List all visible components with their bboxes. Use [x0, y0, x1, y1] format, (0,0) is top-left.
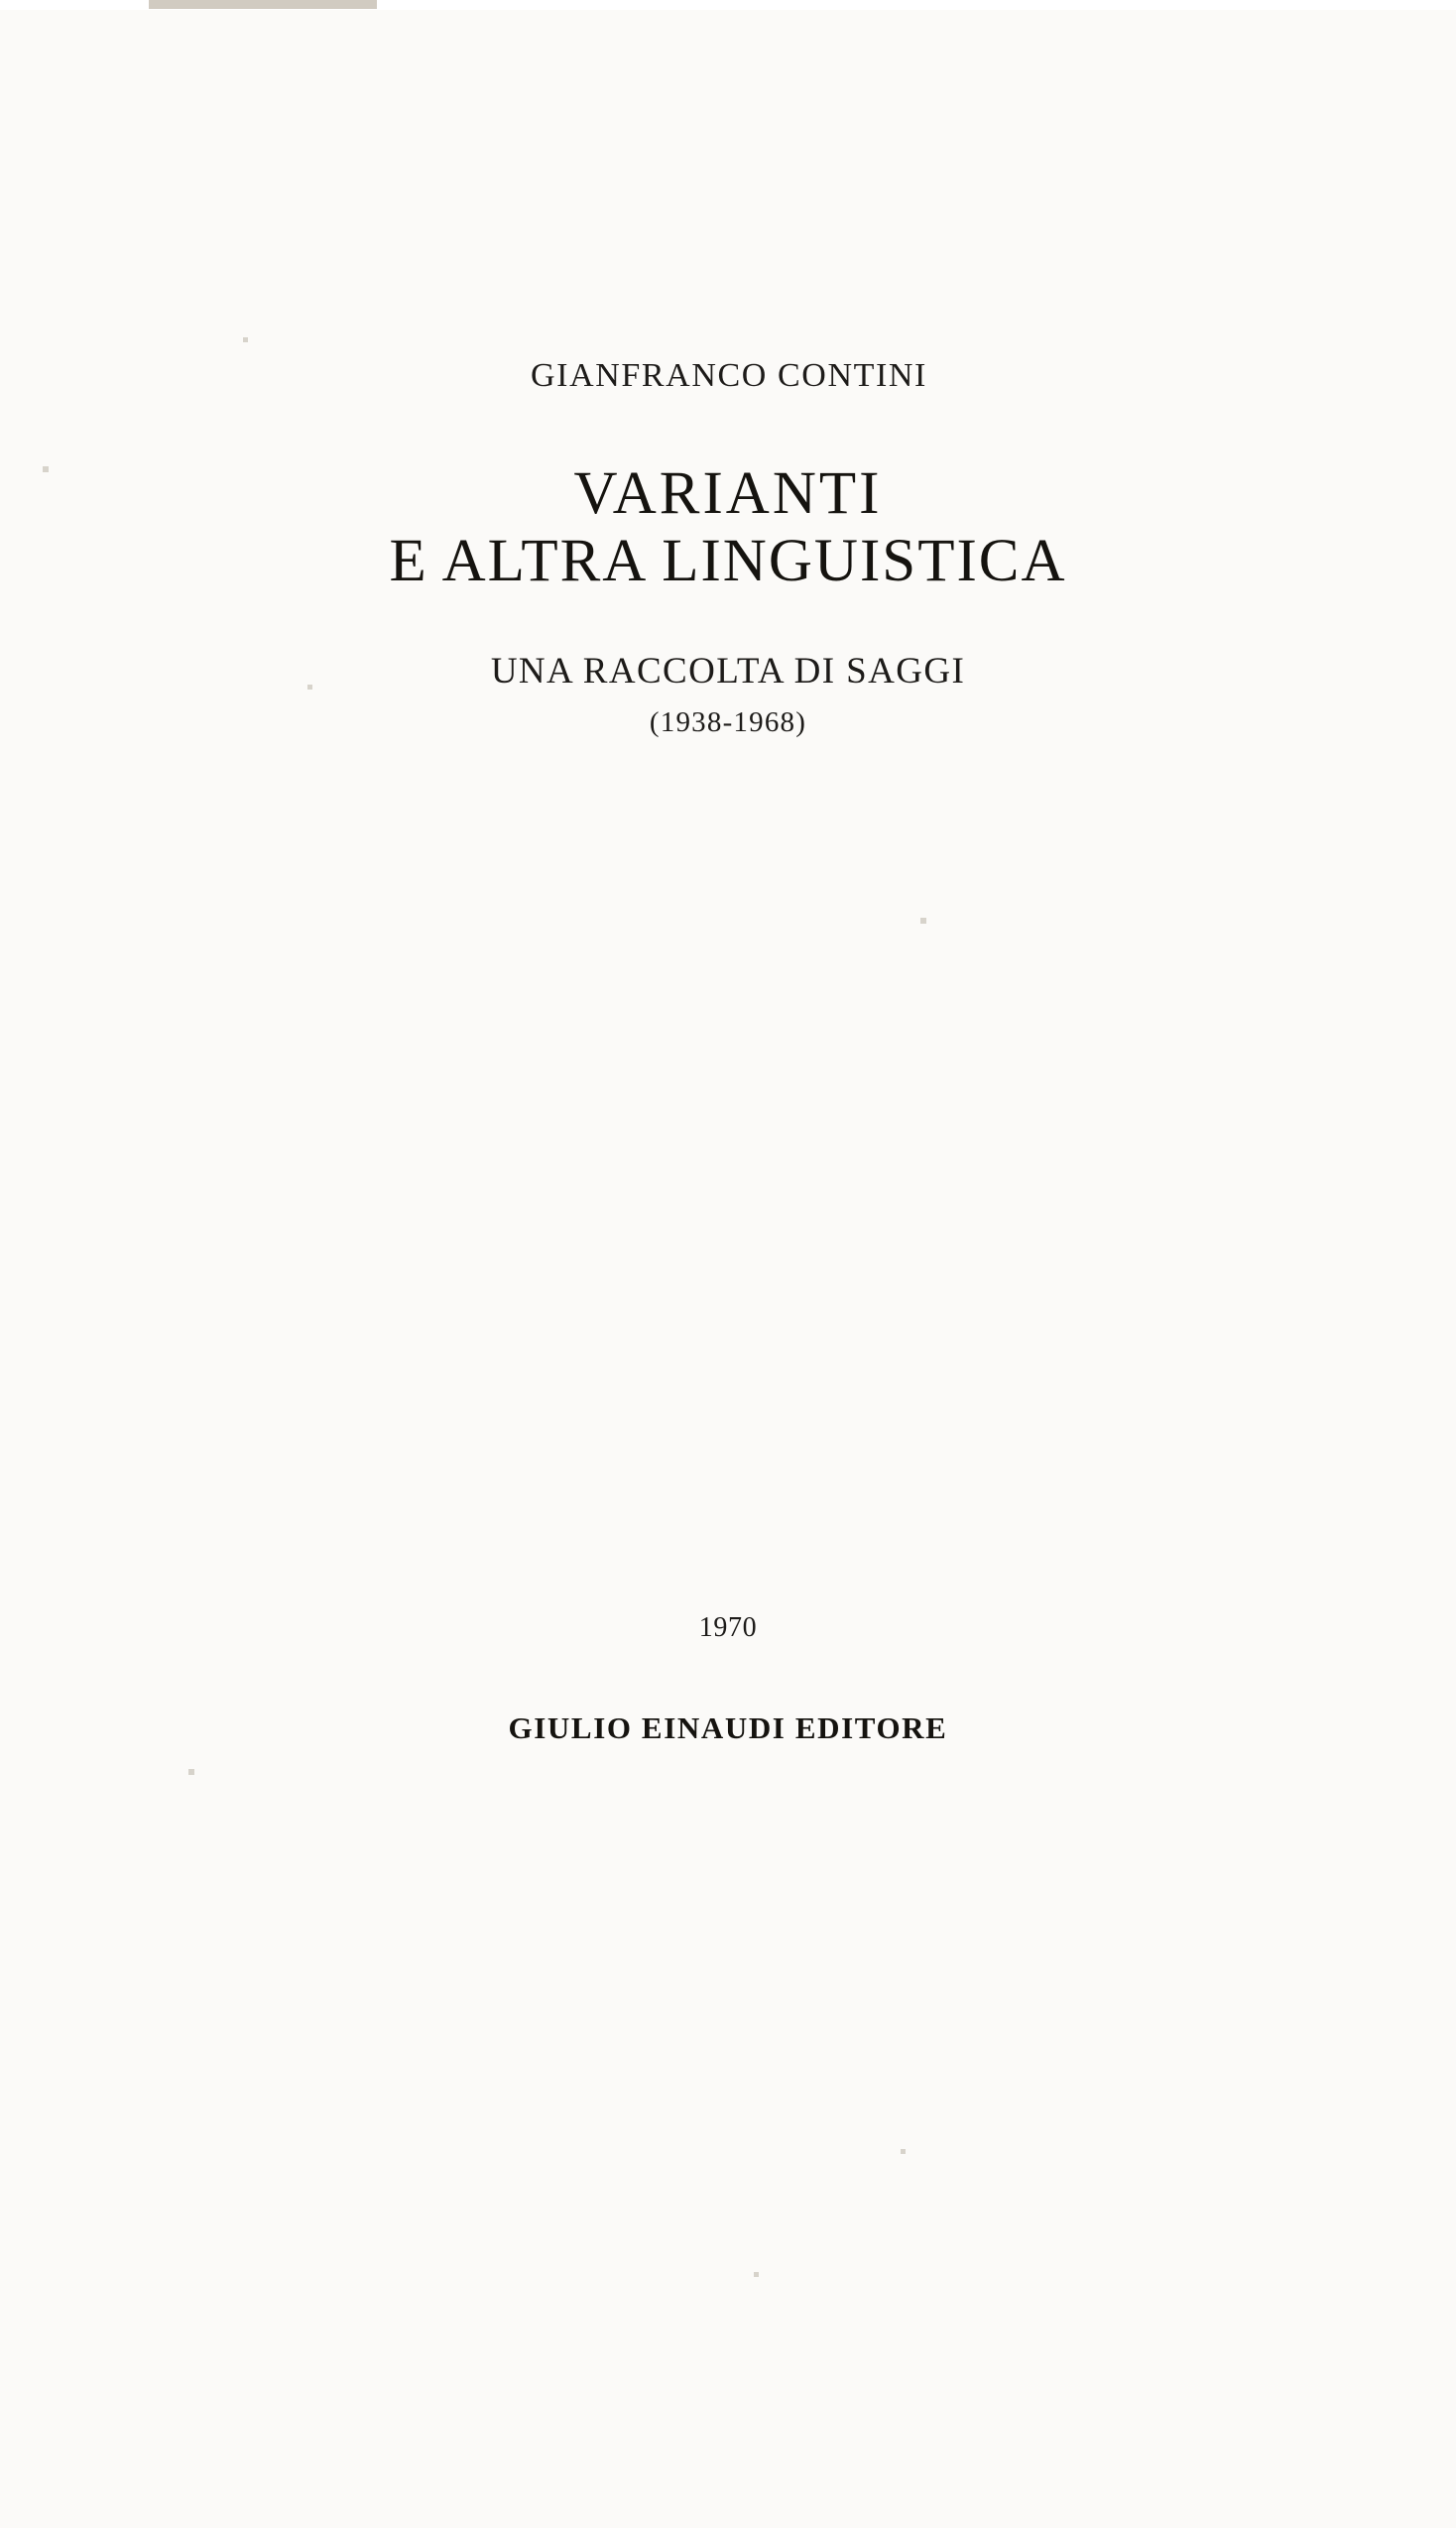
scan-edge-smudge	[149, 0, 377, 9]
paper-speck	[188, 1769, 194, 1775]
author-name: GIANFRANCO CONTINI	[531, 357, 927, 394]
paper-speck	[920, 918, 926, 924]
title-line-2: E ALTRA LINGUISTICA	[389, 528, 1067, 595]
title-block	[0, 357, 1456, 739]
paper-speck	[754, 2272, 759, 2277]
paper-speck	[901, 2149, 906, 2154]
publisher-name: GIULIO EINAUDI EDITORE	[508, 1710, 948, 1745]
title-line-1: VARIANTI	[573, 460, 883, 527]
page-title	[0, 460, 1456, 596]
publication-year: 1970	[698, 1612, 758, 1643]
paper-speck	[243, 337, 248, 342]
imprint-block	[0, 1612, 1456, 1746]
subtitle: UNA RACCOLTA DI SAGGI	[490, 650, 966, 692]
date-range: (1938-1968)	[649, 705, 807, 738]
